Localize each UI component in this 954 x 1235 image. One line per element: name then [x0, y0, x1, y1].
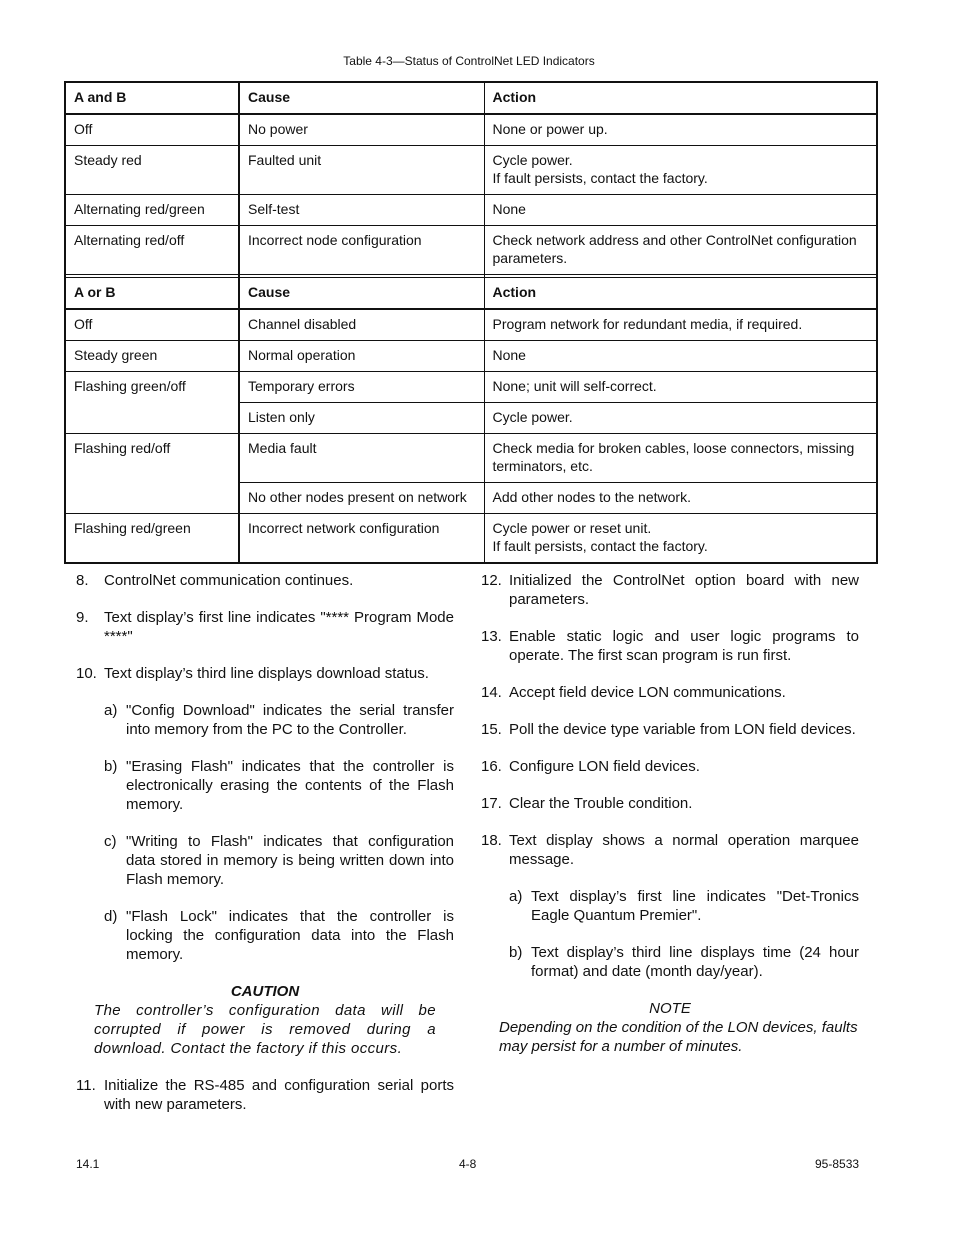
list-item [481, 683, 859, 702]
left-column [76, 571, 454, 1132]
table-row [65, 114, 877, 146]
table-row [65, 434, 877, 483]
item-number: 11. [76, 1077, 96, 1094]
led-state-cell: Off [65, 309, 239, 341]
cause-cell: Listen only [239, 403, 484, 434]
cause-cell: Temporary errors [239, 372, 484, 403]
led-state-cell: Steady red [65, 146, 239, 195]
action-cell: None or power up. [484, 114, 877, 146]
sub-item [104, 907, 454, 964]
cause-cell: Self-test [239, 195, 484, 226]
sub-item-text: "Flash Lock" indicates that the controller is locking the configuration data into the Flash memory. [126, 908, 454, 963]
cause-cell: Channel disabled [239, 309, 484, 341]
sub-item [104, 757, 454, 814]
sub-item [509, 887, 859, 925]
sub-item-letter: b) [509, 944, 523, 961]
column-header: A and B [65, 82, 239, 114]
list-item [481, 571, 859, 609]
caution-heading: CAUTION [230, 983, 300, 1000]
item-number: 10. [76, 665, 97, 682]
item-number: 13. [481, 628, 502, 645]
sub-item [104, 832, 454, 889]
item-number: 15. [481, 721, 502, 738]
column-header: Action [484, 278, 877, 310]
footer-revision: 14.1 [76, 1157, 100, 1171]
item-number: 12. [481, 572, 502, 589]
led-state-cell: Alternating red/green [65, 195, 239, 226]
item-text: Initialized the ControlNet option board with new parameters. [509, 572, 859, 608]
footer-page-number: 4-8 [459, 1157, 477, 1171]
table-row [65, 195, 877, 226]
item-number: 8. [76, 572, 89, 589]
item-text: Clear the Trouble condition. [509, 795, 693, 812]
cause-cell: No power [239, 114, 484, 146]
table-row [65, 309, 877, 341]
sub-item-letter: c) [104, 833, 117, 850]
right-column [481, 571, 859, 1056]
item-text: Poll the device type variable from LON field devices. [509, 721, 856, 738]
action-cell: Add other nodes to the network. [484, 483, 877, 514]
column-header: A or B [65, 278, 239, 310]
table-row [65, 514, 877, 564]
cause-cell: No other nodes present on network [239, 483, 484, 514]
item-text: Text display shows a normal operation marquee message. [509, 832, 859, 868]
item-text: Configure LON field devices. [509, 758, 700, 775]
table-row [65, 146, 877, 195]
cause-cell: Incorrect node configuration [239, 226, 484, 275]
sub-item [509, 943, 859, 981]
action-cell: Cycle power. [484, 403, 877, 434]
cause-cell: Media fault [239, 434, 484, 483]
sub-item-letter: a) [104, 702, 118, 719]
sub-item-letter: d) [104, 908, 118, 925]
action-cell: Check network address and other ControlNet configuration parameters. [484, 226, 877, 275]
list-item [481, 831, 859, 869]
action-cell: Program network for redundant media, if required. [484, 309, 877, 341]
led-status-table [64, 81, 878, 564]
footer-document-number: 95-8533 [815, 1157, 860, 1171]
table-header-row [65, 278, 877, 310]
note-text: Depending on the condition of the LON devices, faults may persist for a number of minutes. [499, 1019, 858, 1055]
led-state-cell: Off [65, 114, 239, 146]
item-number: 9. [76, 609, 89, 626]
table-row [65, 341, 877, 372]
item-text: Text display’s third line displays download status. [104, 665, 429, 682]
list-item [76, 571, 454, 590]
column-header: Cause [239, 278, 484, 310]
list-item [76, 664, 454, 683]
column-header: Cause [239, 82, 484, 114]
cause-cell: Normal operation [239, 341, 484, 372]
table-header-row [65, 82, 877, 114]
action-cell: Check media for broken cables, loose connectors, missing terminators, etc. [484, 434, 877, 483]
cause-cell: Incorrect network configuration [239, 514, 484, 564]
item-text: Accept field device LON communications. [509, 684, 786, 701]
list-item [481, 757, 859, 776]
item-text: Initialize the RS-485 and configuration serial ports with new parameters. [104, 1077, 454, 1113]
item-number: 16. [481, 758, 502, 775]
action-cell: Cycle power. If fault persists, contact the factory. [484, 146, 877, 195]
list-item [76, 608, 454, 646]
item-text: ControlNet communication continues. [104, 572, 354, 589]
note-heading: NOTE [649, 1000, 691, 1017]
table-caption: Table 4-3—Status of ControlNet LED Indicators [343, 54, 595, 68]
action-cell: None [484, 341, 877, 372]
sub-item-text: "Config Download" indicates the serial transfer into memory from the PC to the Controller. [126, 702, 454, 738]
led-state-cell: Flashing green/off [65, 372, 239, 434]
item-number: 14. [481, 684, 502, 701]
sub-item [104, 701, 454, 739]
table-row [65, 226, 877, 275]
led-state-cell: Steady green [65, 341, 239, 372]
led-state-cell: Flashing red/off [65, 434, 239, 514]
item-text: Enable static logic and user logic programs to operate. The first scan program is run first. [509, 628, 859, 664]
sub-item-letter: a) [509, 888, 523, 905]
item-number: 18. [481, 832, 502, 849]
led-state-cell: Alternating red/off [65, 226, 239, 275]
list-item [76, 1076, 454, 1114]
cause-cell: Faulted unit [239, 146, 484, 195]
action-cell: None; unit will self-correct. [484, 372, 877, 403]
sub-item-text: Text display’s first line indicates "Det-Tronics Eagle Quantum Premier". [531, 888, 859, 924]
sub-item-letter: b) [104, 758, 118, 775]
led-state-cell: Flashing red/green [65, 514, 239, 564]
list-item [481, 794, 859, 813]
action-cell: None [484, 195, 877, 226]
item-number: 17. [481, 795, 502, 812]
table-row [65, 372, 877, 403]
sub-item-text: "Writing to Flash" indicates that configuration data stored in memory is being written down into Flash memory. [126, 833, 454, 888]
list-item [481, 720, 859, 739]
item-text: Text display’s first line indicates "**** Program Mode ****" [104, 609, 454, 645]
caution-text: The controller’s configuration data will be corrupted if power is removed during a download. Contact the factory if this occurs. [94, 1002, 436, 1057]
sub-item-text: "Erasing Flash" indicates that the controller is electronically erasing the contents of the Flash memory. [126, 758, 454, 813]
column-header: Action [484, 82, 877, 114]
action-cell: Cycle power or reset unit. If fault persists, contact the factory. [484, 514, 877, 564]
sub-item-text: Text display’s third line displays time (24 hour format) and date (month day/year). [531, 944, 859, 980]
list-item [481, 627, 859, 665]
